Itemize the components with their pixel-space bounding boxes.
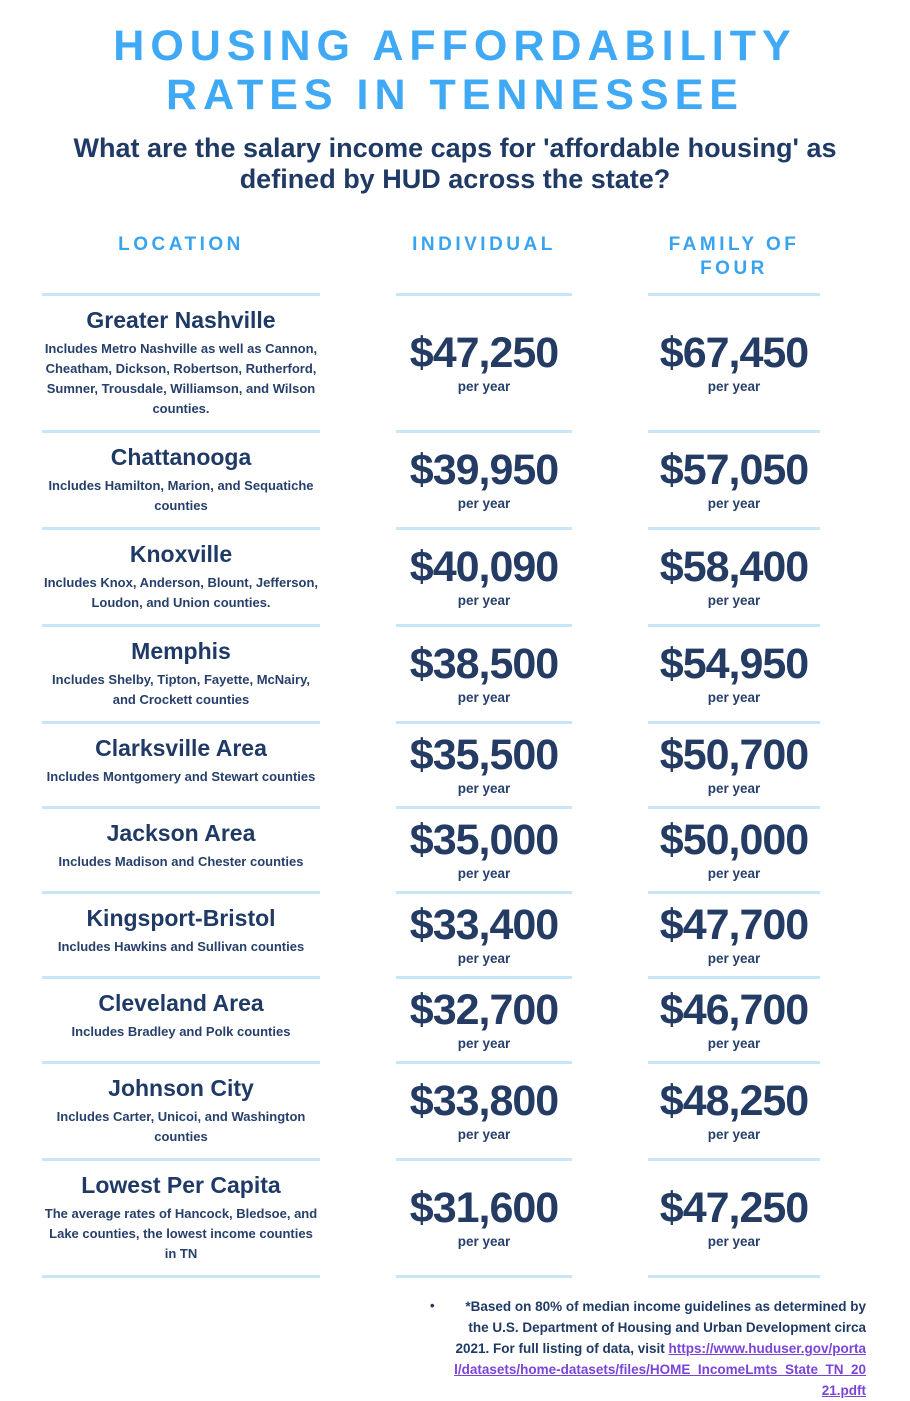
location-name: Johnson City [108,1075,254,1101]
page-header [0,22,910,195]
location-description: Includes Knox, Anderson, Blount, Jefferson, Loudon, and Union counties. [44,575,318,610]
family-amount: $46,700 [659,986,809,1034]
location-name: Kingsport-Bristol [86,905,276,931]
table-row-location [42,296,320,433]
per-year-label: per year [707,690,761,705]
table-row-individual [396,979,572,1064]
location-description: Includes Madison and Chester counties [58,854,304,869]
family-amount: $50,000 [659,816,809,864]
per-year-label: per year [707,866,761,881]
location-description: Includes Carter, Unicoi, and Washington counties [56,1109,306,1144]
table-row-location [42,530,320,627]
page-title-line2: RATES IN TENNESSEE [166,71,744,119]
table-row-individual [396,809,572,894]
table-row-family [648,296,820,433]
per-year-label: per year [457,1036,511,1051]
table-row-location [42,433,320,530]
table-row-family [648,1161,820,1278]
per-year-label: per year [457,781,511,796]
per-year-label: per year [457,1234,511,1249]
per-year-label: per year [707,781,761,796]
per-year-label: per year [707,379,761,394]
footnote [430,1296,866,1401]
column-header-individual: INDIVIDUAL [396,221,572,296]
family-amount: $67,450 [659,329,809,377]
table-row-family [648,979,820,1064]
location-name: Memphis [131,638,231,664]
table-row-family [648,433,820,530]
table-row-family [648,530,820,627]
location-name: Clarksville Area [95,735,267,761]
footnote-text [454,1296,866,1401]
location-description: Includes Shelby, Tipton, Fayette, McNairy, and Crockett counties [52,672,310,707]
per-year-label: per year [457,496,511,511]
per-year-label: per year [457,951,511,966]
footnote-body: *Based on 80% of median income guidelines as determined by the U.S. Department of Housing and Urban Development circa 2021. For full listing of data, visit [455,1299,866,1356]
per-year-label: per year [707,593,761,608]
table-row-individual [396,627,572,724]
column-header-location: LOCATION [42,221,320,296]
location-name: Lowest Per Capita [81,1172,281,1198]
location-description: Includes Metro Nashville as well as Cannon, Cheatham, Dickson, Robertson, Rutherford, Sumner, Trousdale, Williamson, and Wilson counties. [44,341,318,416]
location-description: Includes Montgomery and Stewart counties [46,769,316,784]
table-row-location [42,1064,320,1161]
per-year-label: per year [457,1127,511,1142]
table-row-family [648,1064,820,1161]
table-row-location [42,979,320,1064]
individual-amount: $40,090 [409,543,559,591]
per-year-label: per year [707,496,761,511]
family-amount: $47,250 [659,1184,809,1232]
individual-amount: $33,800 [409,1077,559,1125]
per-year-label: per year [707,1234,761,1249]
family-amount: $47,700 [659,901,809,949]
family-amount: $48,250 [659,1077,809,1125]
table-row-individual [396,1064,572,1161]
table-row-individual [396,724,572,809]
table-row-location [42,1161,320,1278]
individual-amount: $31,600 [409,1184,559,1232]
location-name: Chattanooga [110,444,252,470]
family-amount: $50,700 [659,731,809,779]
location-description: Includes Hamilton, Marion, and Sequatiche counties [48,478,314,513]
page-title-line1: HOUSING AFFORDABILITY [113,22,797,70]
individual-amount: $35,500 [409,731,559,779]
family-amount: $58,400 [659,543,809,591]
table-row-family [648,894,820,979]
per-year-label: per year [457,690,511,705]
individual-amount: $35,000 [409,816,559,864]
per-year-label: per year [707,1127,761,1142]
table-row-location [42,724,320,809]
location-description: Includes Hawkins and Sullivan counties [57,939,305,954]
location-name: Jackson Area [106,820,256,846]
per-year-label: per year [707,951,761,966]
individual-amount: $32,700 [409,986,559,1034]
source-link[interactable]: https://www.huduser.gov/portal/datasets/home-datasets/files/HOME_IncomeLmts_State_TN_2021.pdft [454,1341,866,1398]
location-name: Greater Nashville [86,307,276,333]
table-row-location [42,627,320,724]
per-year-label: per year [457,379,511,394]
column-header-family-of-four: FAMILY OF FOUR [648,221,820,296]
individual-amount: $38,500 [409,640,559,688]
location-description: Includes Bradley and Polk counties [71,1024,291,1039]
table-row-individual [396,1161,572,1278]
individual-amount: $39,950 [409,446,559,494]
table-row-individual [396,296,572,433]
table-row-individual [396,894,572,979]
table-row-individual [396,530,572,627]
location-description: The average rates of Hancock, Bledsoe, and Lake counties, the lowest income counties in TN [44,1206,318,1261]
individual-amount: $33,400 [409,901,559,949]
per-year-label: per year [457,866,511,881]
table-row-individual [396,433,572,530]
page-subtitle: What are the salary income caps for 'affordable housing' as defined by HUD across the state? [73,133,837,194]
table-row-family [648,627,820,724]
family-amount: $54,950 [659,640,809,688]
family-amount: $57,050 [659,446,809,494]
table-row-family [648,724,820,809]
table-row-location [42,809,320,894]
per-year-label: per year [457,593,511,608]
table-row-family [648,809,820,894]
individual-amount: $47,250 [409,329,559,377]
affordability-table [0,221,910,1278]
per-year-label: per year [707,1036,761,1051]
location-name: Cleveland Area [98,990,264,1016]
table-row-location [42,894,320,979]
page-title [0,22,910,120]
footnote-bullet: • [430,1298,435,1313]
location-name: Knoxville [129,541,233,567]
